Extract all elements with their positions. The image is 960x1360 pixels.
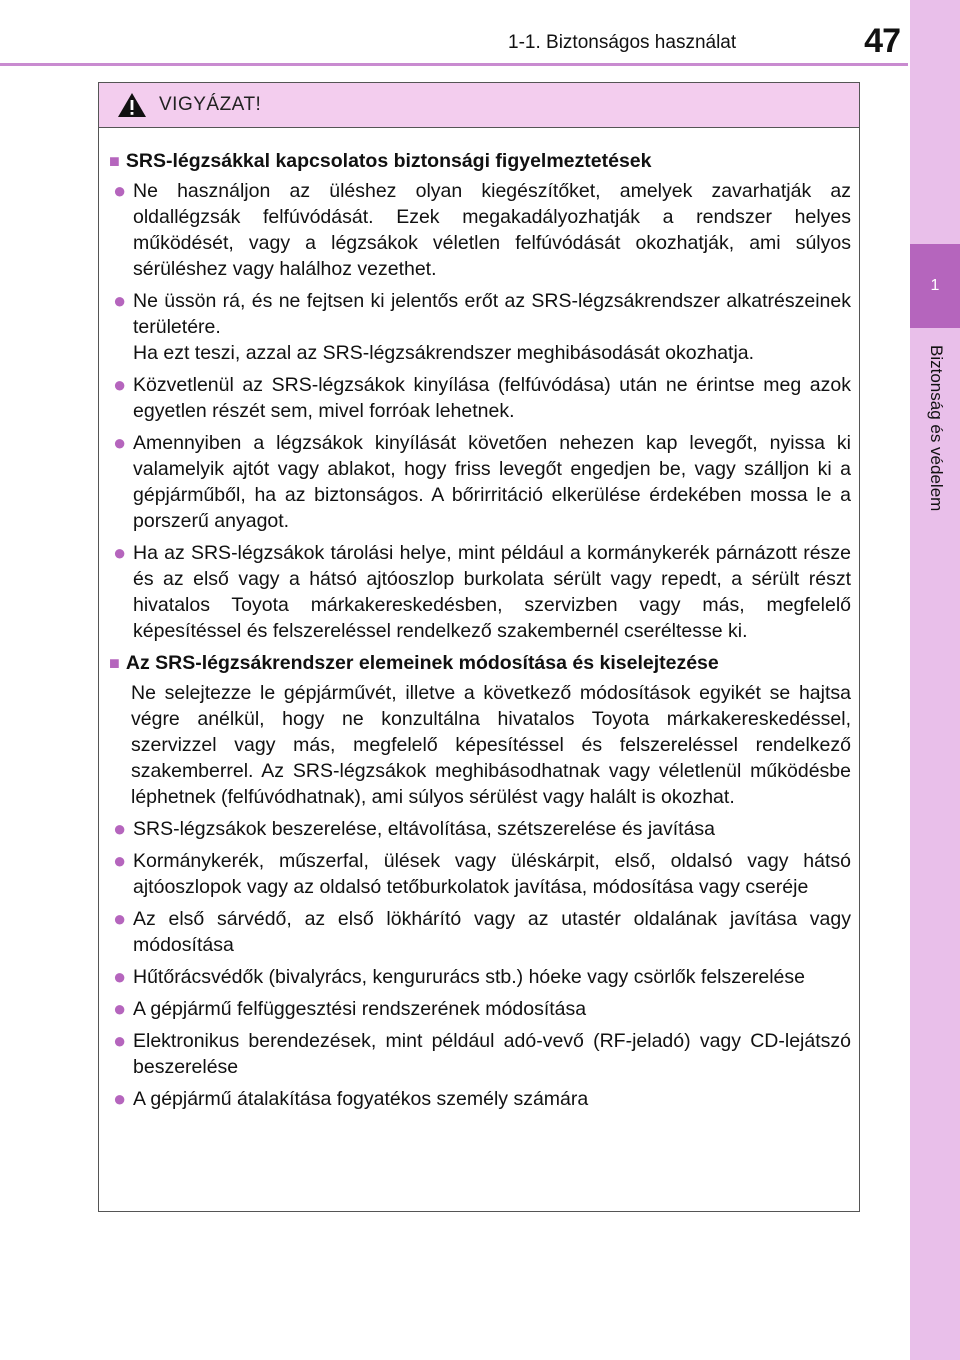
chapter-number: 1 bbox=[930, 277, 940, 294]
circle-bullet-icon: ● bbox=[113, 372, 127, 397]
list-item-text: Ne használjon az üléshez olyan kiegészítőket, amelyek zavarhatják az oldallégzsák felfúvódását. Ezek megakadályozhatják a rendszer helyes működését, vagy a légzsákok véletlen felfúvódását okozhatják, ami súlyos sérüléshez vagy halálhoz vezethet. bbox=[133, 180, 851, 280]
section-title bbox=[109, 650, 851, 676]
list-item bbox=[113, 372, 851, 424]
caution-header bbox=[99, 83, 859, 128]
list-item-text: Kormánykerék, műszerfal, ülések vagy üléskárpit, első, oldalsó vagy hátsó ajtóoszlopok vagy az oldalsó tetőburkolatok javítása, módosítása vagy cseréje bbox=[133, 850, 851, 898]
list-item bbox=[113, 430, 851, 534]
list-item bbox=[113, 906, 851, 958]
circle-bullet-icon: ● bbox=[113, 816, 127, 841]
list-item bbox=[113, 1028, 851, 1080]
header-line bbox=[0, 63, 908, 66]
header-title: 1-1. Biztonságos használat bbox=[508, 32, 737, 53]
circle-bullet-icon: ● bbox=[113, 178, 127, 203]
circle-bullet-icon: ● bbox=[113, 1028, 127, 1053]
circle-bullet-icon: ● bbox=[113, 996, 127, 1021]
list-item-extra: Ha ezt teszi, azzal az SRS-légzsákrendszer meghibásodását okozhatja. bbox=[133, 342, 755, 364]
list-item-text: Közvetlenül az SRS-légzsákok kinyílása (felfúvódása) után ne érintse meg azok egyetlen részét sem, mivel forróak lehetnek. bbox=[133, 374, 851, 422]
caution-title: VIGYÁZAT! bbox=[159, 94, 262, 115]
section-title-text: SRS-légzsákkal kapcsolatos biztonsági figyelmeztetések bbox=[125, 150, 652, 172]
list-item bbox=[113, 996, 851, 1022]
caution-box bbox=[98, 82, 860, 1212]
circle-bullet-icon: ● bbox=[113, 288, 127, 313]
circle-bullet-icon: ● bbox=[113, 1086, 127, 1111]
list-item-text: SRS-légzsákok beszerelése, eltávolítása, szétszerelése és javítása bbox=[133, 818, 716, 840]
chapter-label: Biztonság és védelem bbox=[927, 345, 946, 512]
list-item bbox=[113, 964, 851, 990]
section-title-text: Az SRS-légzsákrendszer elemeinek módosítása és kiselejtezése bbox=[125, 652, 719, 674]
circle-bullet-icon: ● bbox=[113, 430, 127, 455]
list-item-body bbox=[133, 288, 851, 366]
circle-bullet-icon: ● bbox=[113, 848, 127, 873]
caution-body bbox=[99, 128, 859, 1112]
circle-bullet-icon: ● bbox=[113, 906, 127, 931]
warning-triangle-icon bbox=[117, 92, 147, 118]
list-item bbox=[113, 816, 851, 842]
list-item-text: Az első sárvédő, az első lökhárító vagy az utastér oldalának javítása vagy módosítása bbox=[133, 908, 851, 956]
list-item bbox=[113, 848, 851, 900]
list-item-text: Elektronikus berendezések, mint például adó-vevő (RF-jeladó) vagy CD-lejátszó beszerelése bbox=[133, 1030, 851, 1078]
list-item-text: A gépjármű felfüggesztési rendszerének módosítása bbox=[133, 998, 587, 1020]
section-title bbox=[109, 148, 851, 174]
list-item-text: Amennyiben a légzsákok kinyílását követően nehezen kap levegőt, nyissa ki valamelyik ajtót vagy ablakot, hogy friss levegőt engedjen be, vagy szálljon ki a gépjárműből, ha az biztonságos. A bőrirritáció elkerülése érdekében mossa le a porszerű anyagot. bbox=[133, 432, 851, 532]
list-item-text: Hűtőrácsvédők (bivalyrács, kengururács stb.) hóeke vagy csörlők felszerelése bbox=[133, 966, 805, 988]
square-icon: ■ bbox=[109, 151, 120, 171]
list-item-text: Ha az SRS-légzsákok tárolási helye, mint például a kormánykerék párnázott része és az első vagy a hátsó ajtóoszlop burkolata sérült vagy repedt, a sérült részt hivatalos Toyota márkakereskedésben, szervizben vagy más, megfelelő képesítéssel és felszereléssel rendelkező szakembernél cseréltesse ki. bbox=[133, 542, 851, 642]
side-strip bbox=[910, 0, 960, 1360]
list-item bbox=[113, 1086, 851, 1112]
square-icon: ■ bbox=[109, 653, 120, 673]
circle-bullet-icon: ● bbox=[113, 964, 127, 989]
list-item bbox=[113, 178, 851, 282]
circle-bullet-icon: ● bbox=[113, 540, 127, 565]
list-item-text: A gépjármű átalakítása fogyatékos személy számára bbox=[133, 1088, 589, 1110]
list-item bbox=[113, 540, 851, 644]
list-item bbox=[113, 288, 851, 366]
section-intro: Ne selejtezze le gépjárművét, illetve a következő módosítások egyikét se hajtsa végre anélkül, hogy ne konzultálna hivatalos Toyota márkakereskedéssel, szervizzel vagy más, megfelelő képesítéssel és felszereléssel rendelkező szakemberrel. Az SRS-légzsákok meghibásodhatnak vagy véletlenül működésbe léphetnek (felfúvódhatnak), ami súlyos sérülést vagy halált is okozhat. bbox=[131, 682, 851, 808]
chapter-tab bbox=[910, 244, 960, 328]
page-number: 47 bbox=[864, 22, 900, 60]
list-item-text: Ne üssön rá, és ne fejtsen ki jelentős erőt az SRS-légzsákrendszer alkatrészeinek területére. bbox=[133, 290, 851, 338]
